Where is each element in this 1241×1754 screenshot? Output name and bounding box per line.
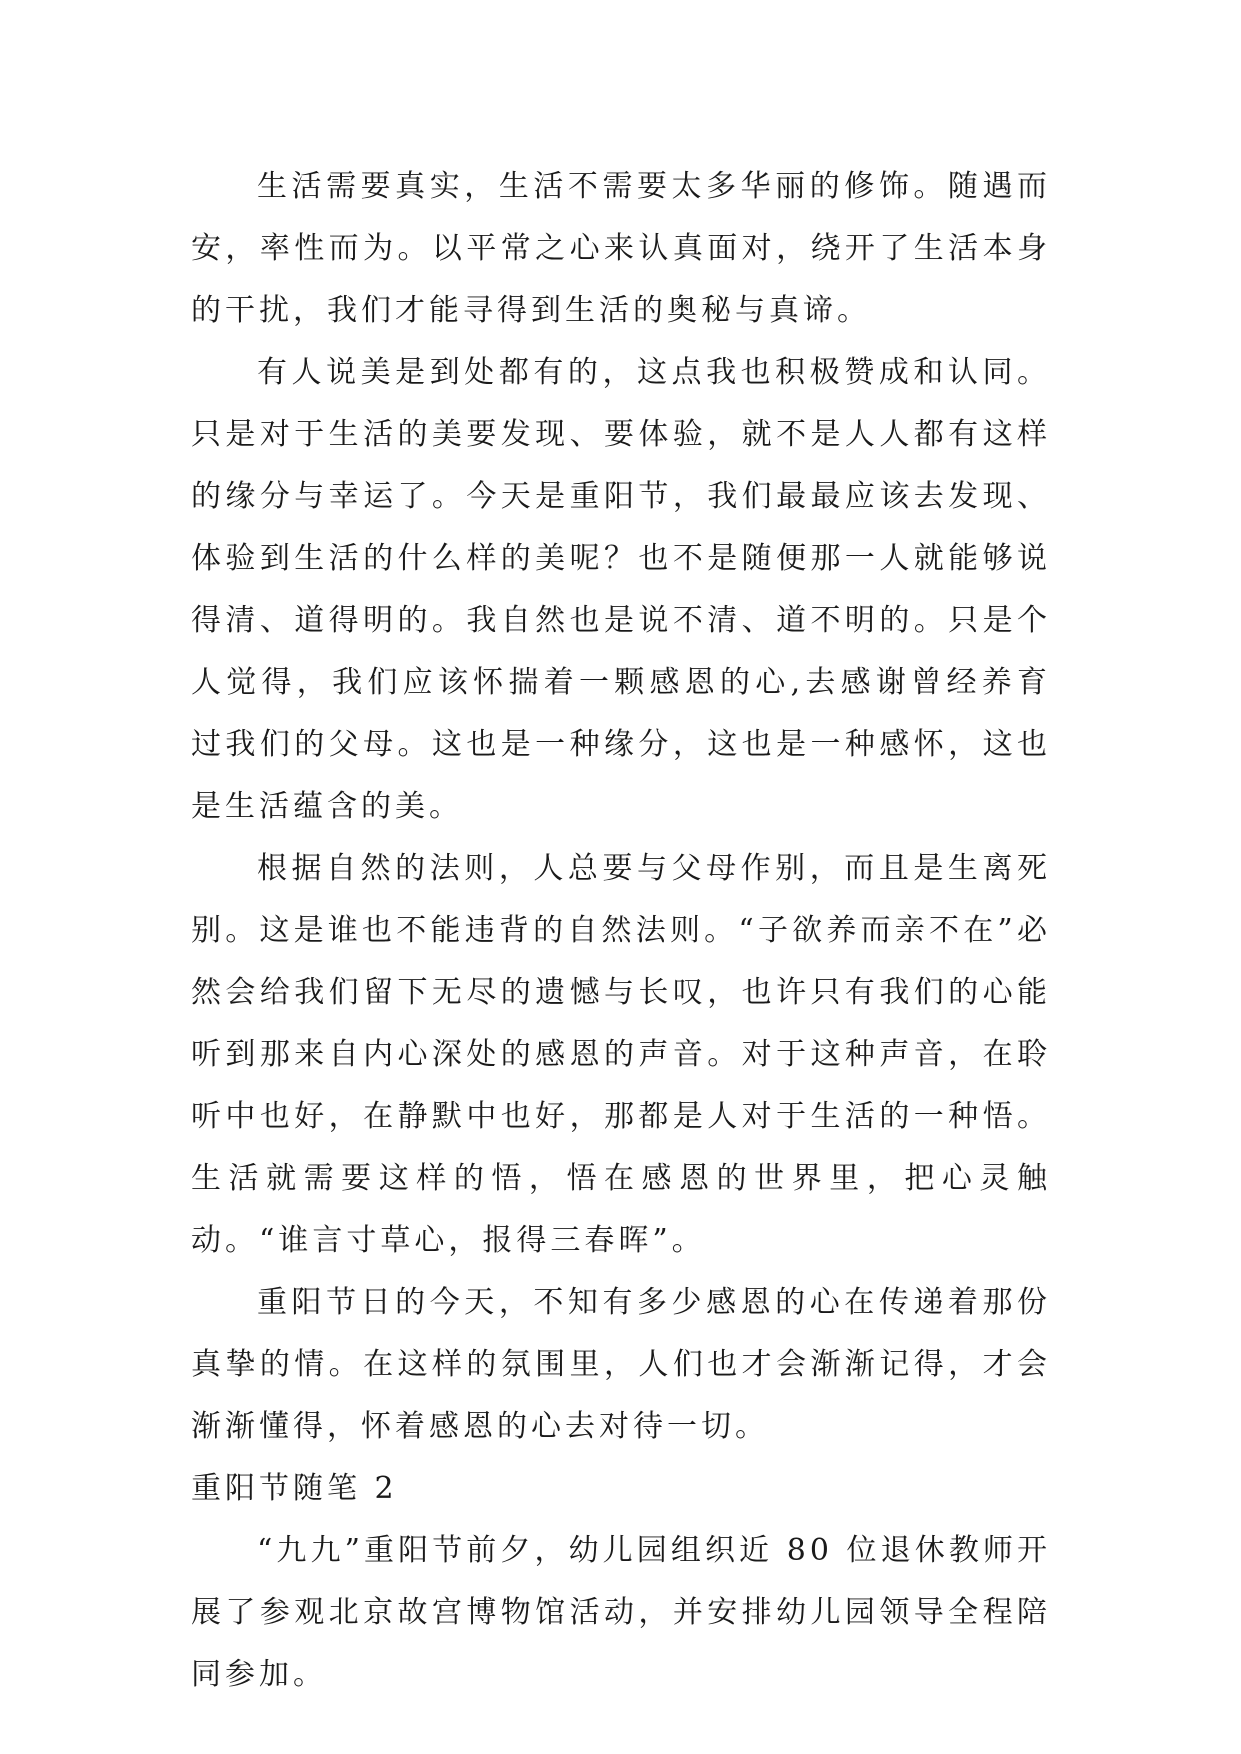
paragraph-3: 根据自然的法则，人总要与父母作别，而且是生离死别。这是谁也不能违背的自然法则。“子欲养而亲不在”必然会给我们留下无尽的遗憾与长叹，也许只有我们的心能听到那来自内心深处的感恩的声音。对于这种声音，在聆听中也好，在静默中也好，那都是人对于生活的一种悟。生活就需要这样的悟，悟在感恩的世界里，把心灵触动。“谁言寸草心，报得三春晖”。 xyxy=(191,851,1051,1258)
paragraph-2: 有人说美是到处都有的，这点我也积极赞成和认同。只是对于生活的美要发现、要体验，就不是人人都有这样的缘分与幸运了。今天是重阳节，我们最最应该去发现、体验到生活的什么样的美呢？也不是随便那一人就能够说得清、道得明的。我自然也是说不清、道不明的。只是个人觉得，我们应该怀揣着一颗感恩的心,去感谢曾经养育过我们的父母。这也是一种缘分，这也是一种感怀，这也是生活蕴含的美。 xyxy=(191,355,1051,824)
section-heading: 重阳节随笔 2 xyxy=(191,1471,398,1506)
paragraph-5: “九九”重阳节前夕，幼儿园组织近 80 位退休教师开展了参观北京故宫博物馆活动，并安排幼儿园领导全程陪同参加。 xyxy=(191,1533,1051,1692)
document-body xyxy=(191,156,1051,1706)
paragraph-4: 重阳节日的今天，不知有多少感恩的心在传递着那份真挚的情。在这样的氛围里，人们也才会渐渐记得，才会渐渐懂得，怀着感恩的心去对待一切。 xyxy=(191,1285,1051,1444)
paragraph-1: 生活需要真实，生活不需要太多华丽的修饰。随遇而安，率性而为。以平常之心来认真面对，绕开了生活本身的干扰，我们才能寻得到生活的奥秘与真谛。 xyxy=(191,169,1051,328)
